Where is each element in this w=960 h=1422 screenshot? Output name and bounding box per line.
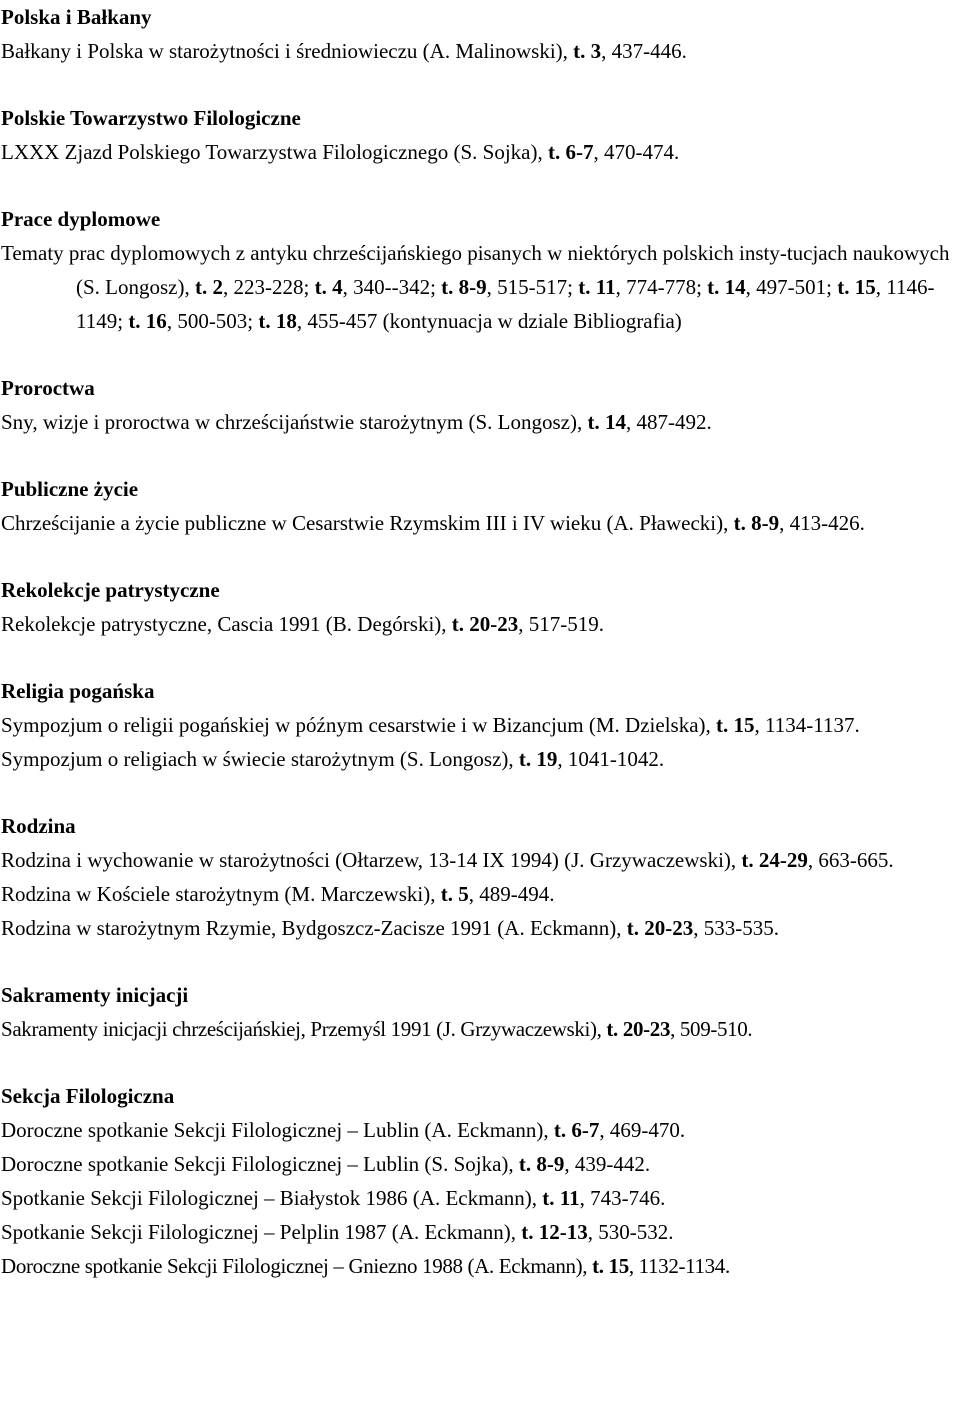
section-heading: Sakramenty inicjacji bbox=[1, 983, 189, 1007]
index-entry: Tematy prac dyplomowych z antyku chrześcijańskiego pisanych w niektórych polskich insty-tucjach naukowych (S. Longosz), t. 2, 223-228; t. 4, 340--342; t. 8-9, 515-517; t. 11, 774-778; t. 14, 497-501; t. 15, 1146-1149; t. 16, 500-503; t. 18, 455-457 (kontynuacja w dziale Bibliografia) bbox=[1, 241, 950, 333]
section-heading: Sekcja Filologiczna bbox=[1, 1084, 175, 1108]
section-prace-dyplomowe bbox=[1, 202, 960, 338]
index-entry: LXXX Zjazd Polskiego Towarzystwa Filologicznego (S. Sojka), t. 6-7, 470-474. bbox=[1, 140, 680, 164]
section-rodzina bbox=[1, 809, 960, 945]
section-heading: Rekolekcje patrystyczne bbox=[1, 578, 220, 602]
section-heading: Rodzina bbox=[1, 814, 76, 838]
index-entry: Doroczne spotkanie Sekcji Filologicznej – Gniezno 1988 (A. Eckmann), t. 15, 1132-1134. bbox=[1, 1254, 730, 1278]
section-heading: Publiczne życie bbox=[1, 477, 139, 501]
section-sakramenty-inicjacji bbox=[1, 978, 960, 1046]
index-entry: Doroczne spotkanie Sekcji Filologicznej – Lublin (A. Eckmann), t. 6-7, 469-470. bbox=[1, 1118, 686, 1142]
index-entry: Doroczne spotkanie Sekcji Filologicznej – Lublin (S. Sojka), t. 8-9, 439-442. bbox=[1, 1152, 651, 1176]
section-heading: Prace dyplomowe bbox=[1, 207, 161, 231]
section-publiczne-zycie bbox=[1, 472, 960, 540]
section-heading: Proroctwa bbox=[1, 376, 95, 400]
section-sekcja-filologiczna bbox=[1, 1079, 960, 1283]
section-polskie-towarzystwo-filologiczne bbox=[1, 101, 960, 169]
section-rekolekcje-patrystyczne bbox=[1, 573, 960, 641]
index-entry: Rodzina w Kościele starożytnym (M. Marczewski), t. 5, 489-494. bbox=[1, 882, 555, 906]
section-polska-i-balkany bbox=[1, 0, 960, 68]
index-entry: Sny, wizje i proroctwa w chrześcijaństwie starożytnym (S. Longosz), t. 14, 487-492. bbox=[1, 410, 712, 434]
index-entry: Bałkany i Polska w starożytności i średniowieczu (A. Malinowski), t. 3, 437-446. bbox=[1, 39, 687, 63]
index-entry: Spotkanie Sekcji Filologicznej – Pelplin 1987 (A. Eckmann), t. 12-13, 530-532. bbox=[1, 1220, 674, 1244]
index-entry: Sakramenty inicjacji chrześcijańskiej, Przemyśl 1991 (J. Grzywaczewski), t. 20-23, 509-510. bbox=[1, 1017, 753, 1041]
index-entry: Rodzina i wychowanie w starożytności (Ołtarzew, 13-14 IX 1994) (J. Grzywaczewski), t. 24-29, 663-665. bbox=[1, 848, 894, 872]
index-entry: Chrześcijanie a życie publiczne w Cesarstwie Rzymskim III i IV wieku (A. Pławecki), t. 8-9, 413-426. bbox=[1, 511, 865, 535]
index-entry: Rekolekcje patrystyczne, Cascia 1991 (B. Degórski), t. 20-23, 517-519. bbox=[1, 612, 605, 636]
index-entry: Sympozjum o religii pogańskiej w późnym cesarstwie i w Bizancjum (M. Dzielska), t. 15, 1134-1137. bbox=[1, 713, 860, 737]
section-religia-poganska bbox=[1, 674, 960, 776]
section-heading: Polska i Bałkany bbox=[1, 5, 152, 29]
section-heading: Religia pogańska bbox=[1, 679, 155, 703]
index-entry: Spotkanie Sekcji Filologicznej – Białystok 1986 (A. Eckmann), t. 11, 743-746. bbox=[1, 1186, 666, 1210]
index-entry: Rodzina w starożytnym Rzymie, Bydgoszcz-Zacisze 1991 (A. Eckmann), t. 20-23, 533-535. bbox=[1, 916, 779, 940]
section-proroctwa bbox=[1, 371, 960, 439]
index-entry: Sympozjum o religiach w świecie starożytnym (S. Longosz), t. 19, 1041-1042. bbox=[1, 747, 665, 771]
section-heading: Polskie Towarzystwo Filologiczne bbox=[1, 106, 301, 130]
